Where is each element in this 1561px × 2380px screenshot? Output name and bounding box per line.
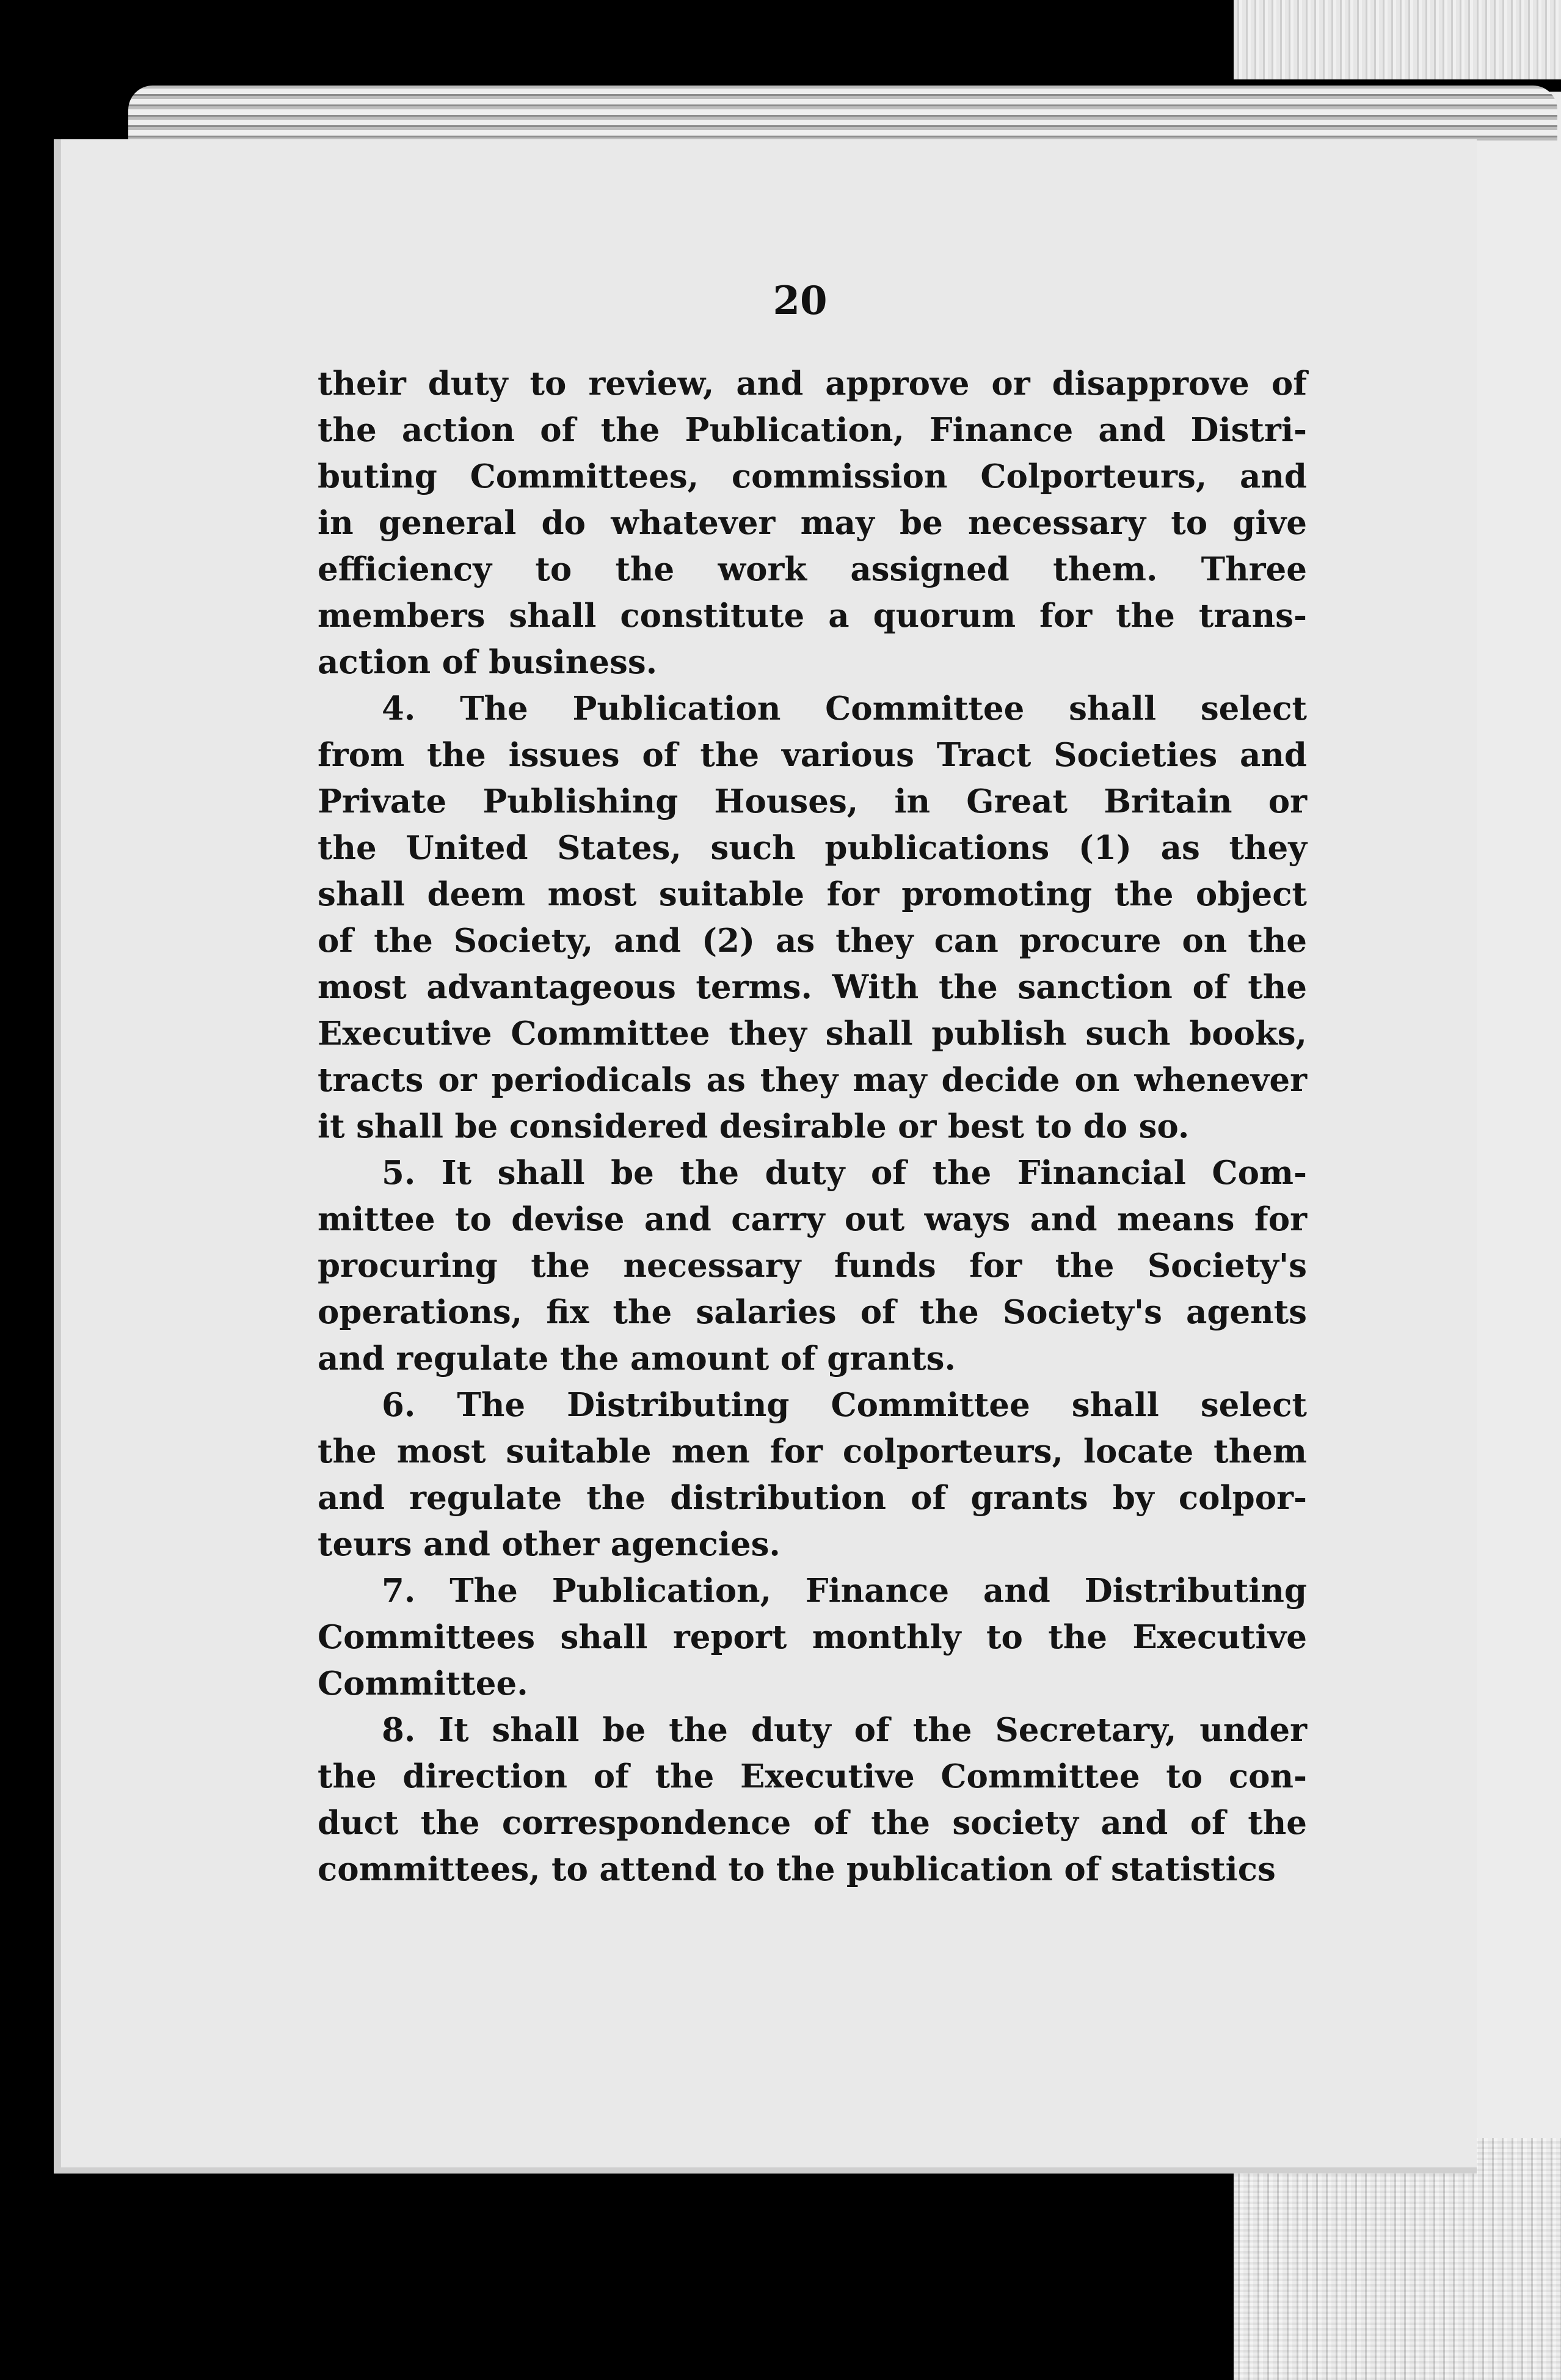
text-line: shall deem most suitable for promoting the object bbox=[318, 875, 1307, 913]
text-line: Committee. bbox=[318, 1665, 528, 1703]
text-line: Private Publishing Houses, in Great Britain or bbox=[318, 783, 1307, 820]
page-number: 20 bbox=[773, 278, 828, 324]
text-line: Committees shall report monthly to the Executive bbox=[318, 1618, 1307, 1656]
text-line: their duty to review, and approve or disapprove of bbox=[318, 365, 1307, 403]
text-line: duct the correspondence of the society and of the bbox=[318, 1804, 1307, 1842]
fabric-background-top bbox=[1234, 0, 1561, 79]
text-line: the action of the Publication, Finance and Distri- bbox=[318, 411, 1307, 449]
text-line: 6. The Distributing Committee shall select bbox=[382, 1386, 1307, 1424]
text-line: procuring the necessary funds for the Society's bbox=[318, 1247, 1307, 1285]
text-line: efficiency to the work assigned them. Three bbox=[318, 550, 1307, 588]
text-line: Executive Committee they shall publish such books, bbox=[318, 1015, 1307, 1053]
text-line: in general do whatever may be necessary to give bbox=[318, 504, 1307, 542]
text-line: from the issues of the various Tract Societies and bbox=[318, 736, 1307, 774]
text-line: teurs and other agencies. bbox=[318, 1525, 780, 1563]
fabric-background-bottom bbox=[1234, 2138, 1561, 2380]
text-line: and regulate the distribution of grants by colpor- bbox=[318, 1479, 1307, 1517]
text-line: mittee to devise and carry out ways and means for bbox=[318, 1200, 1307, 1238]
text-line: the United States, such publications (1) as they bbox=[318, 829, 1307, 867]
text-line: the most suitable men for colporteurs, locate them bbox=[318, 1433, 1307, 1470]
page-body-text bbox=[318, 360, 1307, 1893]
text-line: 5. It shall be the duty of the Financial Com- bbox=[382, 1154, 1307, 1192]
text-line: committees, to attend to the publication of statistics bbox=[318, 1850, 1276, 1888]
stacked-page-edges bbox=[128, 86, 1557, 141]
text-line: 7. The Publication, Finance and Distributing bbox=[382, 1572, 1307, 1610]
text-line: it shall be considered desirable or best to do so. bbox=[318, 1108, 1190, 1145]
text-line: of the Society, and (2) as they can procure on the bbox=[318, 922, 1307, 960]
text-line: the direction of the Executive Committee to con- bbox=[318, 1758, 1307, 1795]
text-line: action of business. bbox=[318, 643, 658, 681]
text-line: operations, fix the salaries of the Society's agents bbox=[318, 1293, 1307, 1331]
text-line: 8. It shall be the duty of the Secretary, under bbox=[382, 1711, 1307, 1749]
text-line: members shall constitute a quorum for the trans- bbox=[318, 597, 1307, 635]
text-line: most advantageous terms. With the sanction of the bbox=[318, 968, 1307, 1006]
text-line: buting Committees, commission Colporteurs, and bbox=[318, 458, 1307, 495]
text-line: tracts or periodicals as they may decide on whenever bbox=[318, 1061, 1307, 1099]
text-line: and regulate the amount of grants. bbox=[318, 1340, 956, 1378]
text-line: 4. The Publication Committee shall select bbox=[382, 690, 1307, 728]
